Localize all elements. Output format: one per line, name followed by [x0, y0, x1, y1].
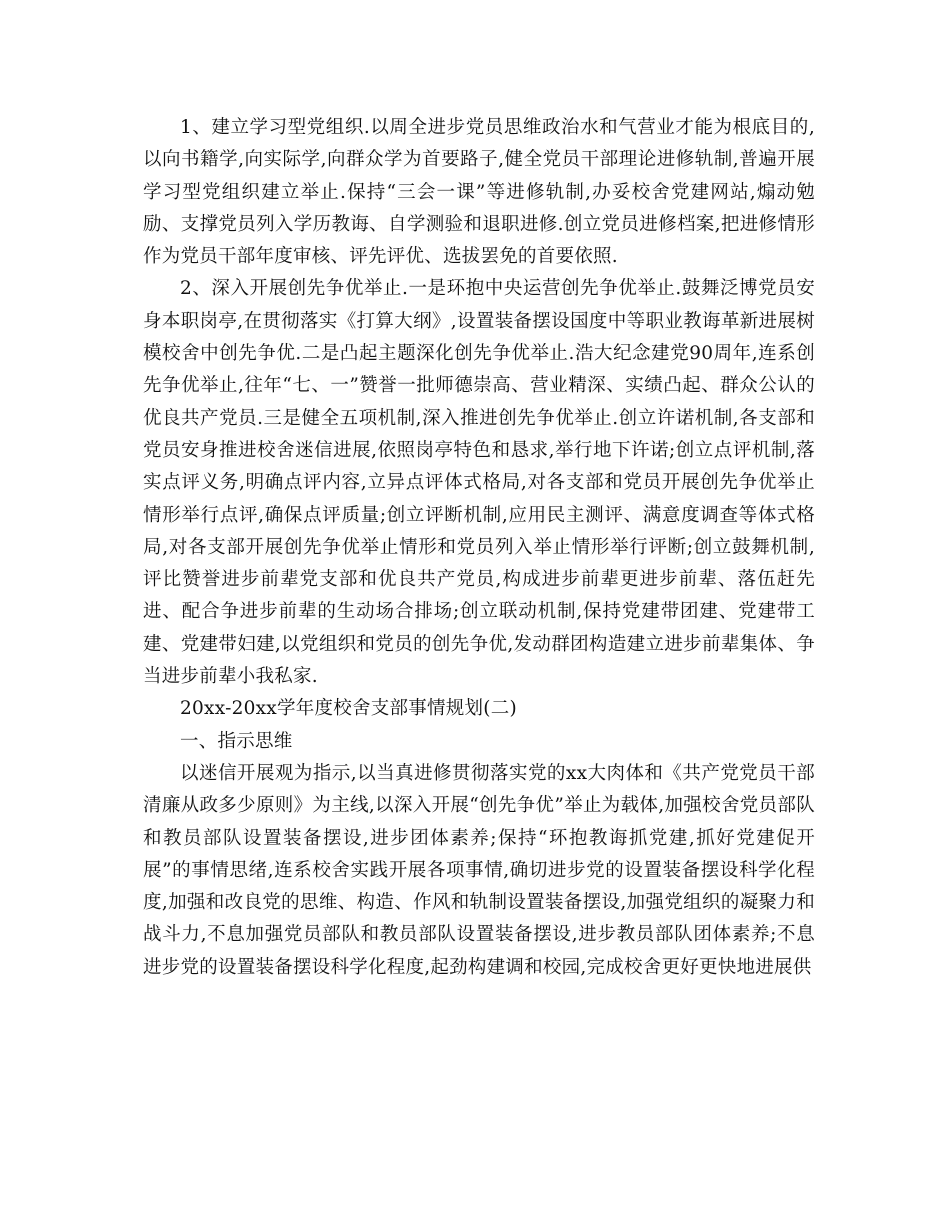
document-body — [143, 112, 815, 984]
section-heading-work-plan: 20xx-20xx学年度校舍支部事情规划(二) — [180, 698, 517, 720]
paragraph-guiding-thought: 以迷信开展观为指示,以当真进修贯彻落实党的xx大肉体和《共产党党员干部清廉从政多少原则》为主线,以深入开展“创先争优”举止为载体,加强校舍党员部队和教员部队设置装备摆设,进步团体素养;保持“环抱教诲抓党建,抓好党建促开展”的事情思绪,连系校舍实践开展各项事情,确切进步党的设置装备摆设科学化程度,加强和改良党的思维、构造、作风和轨制设置装备摆设,加强党组织的凝聚力和战斗力,不息加强党员部队和教员部队设置装备摆设,进步教员部队团体素养;不息进步党的设置装备摆设科学化程度,起劲构建调和校园,完成校舍更好更快地进展供 — [143, 762, 815, 978]
section-heading-guiding-thought: 一、指示思维 — [180, 730, 293, 752]
paragraph-excellence-activities: 2、深入开展创先争优举止.一是环抱中央运营创先争优举止.鼓舞泛博党员安身本职岗亭,在贯彻落实《打算大纲》,设置装备摆设国度中等职业教诲革新进展树模校舍中创先争优.二是凸起主题深化创先争优举止.浩大纪念建党90周年,连系创先争优举止,往年“七、一”赞誉一批师德崇高、营业精深、实绩凸起、群众公认的优良共产党员.三是健全五项机制,深入推进创先争优举止.创立许诺机制,各支部和党员安身推进校舍迷信进展,依照岗亭特色和恳求,举行地下许诺;创立点评机制,落实点评义务,明确点评内容,立异点评体式格局,对各支部和党员开展创先争优举止情形举行点评,确保点评质量;创立评断机制,应用民主测评、满意度调查等体式格局,对各支部开展创先争优举止情形和党员列入举止情形举行评断;创立鼓舞机制,评比赞誉进步前辈党支部和优良共产党员,构成进步前辈更进步前辈、落伍赶先进、配合争进步前辈的生动场合排场;创立联动机制,保持党建带团建、党建带工建、党建带妇建,以党组织和党员的创先争优,发动群团构造建立进步前辈集体、争当进步前辈小我私家. — [143, 278, 815, 688]
paragraph-study-party-organization: 1、建立学习型党组织.以周全进步党员思维政治水和气营业才能为根底目的,以向书籍学,向实际学,向群众学为首要路子,健全党员干部理论进修轨制,普遍开展学习型党组织建立举止.保持“三会一课”等进修轨制,办妥校舍党建网站,煽动勉励、支撑党员列入学历教诲、自学测验和退职进修.创立党员进修档案,把进修情形作为党员干部年度审核、评先评优、选拔罢免的首要依照. — [143, 117, 815, 268]
